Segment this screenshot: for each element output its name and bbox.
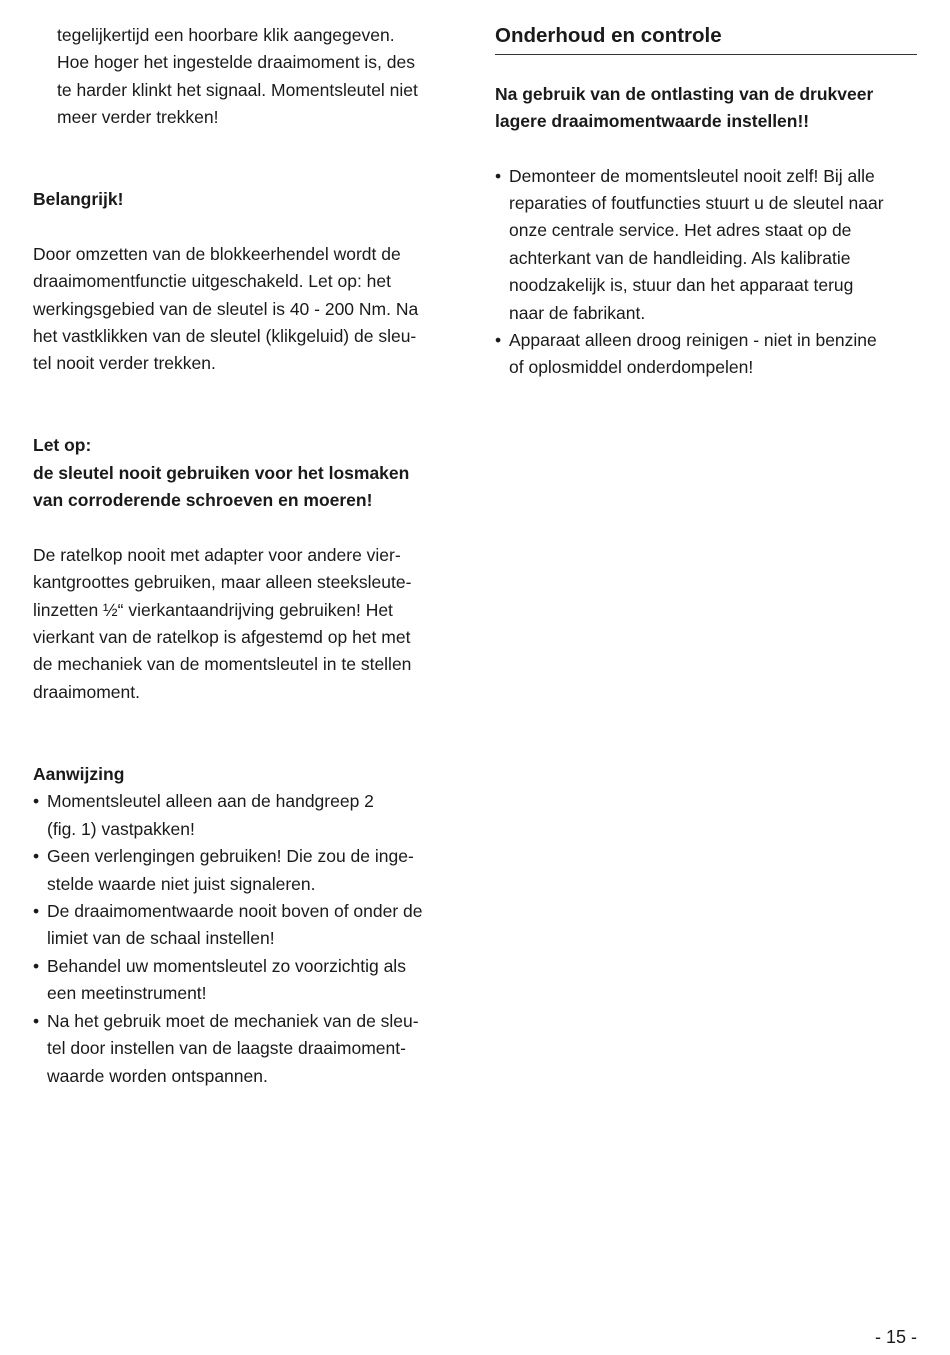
intro-line: Hoe hoger het ingestelde draaimoment is, des bbox=[57, 52, 415, 72]
bullet-icon: • bbox=[33, 901, 40, 921]
aanwijzing-item-line: tel door instellen van de laagste draaimoment- bbox=[47, 1038, 406, 1058]
letop-line: De ratelkop nooit met adapter voor andere vier- bbox=[33, 545, 401, 565]
heading-divider bbox=[495, 54, 917, 55]
aanwijzing-item-line: Geen verlengingen gebruiken! Die zou de inge- bbox=[47, 846, 414, 866]
onderhoud-item-line: achterkant van de handleiding. Als kalibratie bbox=[509, 248, 851, 268]
intro-line: tegelijkertijd een hoorbare klik aangegeven. bbox=[57, 25, 395, 45]
bullet-icon: • bbox=[33, 1011, 40, 1031]
onderhoud-item-line: naar de fabrikant. bbox=[509, 303, 646, 323]
aanwijzing-item-line: (fig. 1) vastpakken! bbox=[47, 819, 195, 839]
letop-heading: Let op: bbox=[33, 435, 92, 455]
aanwijzing-item-line: stelde waarde niet juist signaleren. bbox=[47, 874, 316, 894]
onderhoud-item-line: Demonteer de momentsleutel nooit zelf! Bij alle bbox=[509, 166, 875, 186]
aanwijzing-item-line: limiet van de schaal instellen! bbox=[47, 928, 275, 948]
page-number: - 15 - bbox=[874, 1327, 917, 1347]
belangrijk-line: het vastklikken van de sleutel (klikgeluid) de sleu- bbox=[33, 326, 417, 346]
aanwijzing-item-line: Behandel uw momentsleutel zo voorzichtig als bbox=[47, 956, 406, 976]
belangrijk-line: tel nooit verder trekken. bbox=[33, 353, 216, 373]
letop-line: de mechaniek van de momentsleutel in te stellen bbox=[33, 654, 412, 674]
section-heading: Onderhoud en controle bbox=[495, 24, 722, 47]
letop-line: vierkant van de ratelkop is afgestemd op het met bbox=[33, 627, 411, 647]
belangrijk-heading: Belangrijk! bbox=[33, 189, 124, 209]
belangrijk-line: Door omzetten van de blokkeerhendel wordt de bbox=[33, 244, 401, 264]
aanwijzing-item-line: een meetinstrument! bbox=[47, 983, 207, 1003]
letop-warning: van corroderende schroeven en moeren! bbox=[33, 490, 373, 510]
bullet-icon: • bbox=[33, 956, 40, 976]
onderhoud-item-line: reparaties of foutfuncties stuurt u de sleutel naar bbox=[509, 193, 884, 213]
letop-line: draaimoment. bbox=[33, 682, 140, 702]
notice-line: lagere draaimomentwaarde instellen!! bbox=[495, 111, 810, 131]
letop-line: kantgroottes gebruiken, maar alleen steeksleute- bbox=[33, 572, 412, 592]
aanwijzing-heading: Aanwijzing bbox=[33, 764, 125, 784]
belangrijk-line: draaimomentfunctie uitgeschakeld. Let op: het bbox=[33, 271, 391, 291]
onderhoud-item-line: of oplosmiddel onderdompelen! bbox=[509, 357, 754, 377]
belangrijk-line: werkingsgebied van de sleutel is 40 - 200 Nm. Na bbox=[33, 299, 419, 319]
onderhoud-item-line: Apparaat alleen droog reinigen - niet in benzine bbox=[509, 330, 877, 350]
onderhoud-item-line: onze centrale service. Het adres staat op de bbox=[509, 220, 852, 240]
letop-line: linzetten ½“ vierkantaandrijving gebruiken! Het bbox=[33, 600, 393, 620]
letop-warning: de sleutel nooit gebruiken voor het losmaken bbox=[33, 463, 410, 483]
aanwijzing-item-line: waarde worden ontspannen. bbox=[47, 1066, 268, 1086]
onderhoud-item-line: noodzakelijk is, stuur dan het apparaat terug bbox=[509, 275, 854, 295]
intro-line: meer verder trekken! bbox=[57, 107, 219, 127]
bullet-icon: • bbox=[495, 330, 502, 350]
intro-line: te harder klinkt het signaal. Momentsleutel niet bbox=[57, 80, 418, 100]
aanwijzing-item-line: Na het gebruik moet de mechaniek van de sleu- bbox=[47, 1011, 419, 1031]
bullet-icon: • bbox=[33, 846, 40, 866]
bullet-icon: • bbox=[33, 791, 40, 811]
bullet-icon: • bbox=[495, 166, 502, 186]
aanwijzing-item-line: Momentsleutel alleen aan de handgreep 2 bbox=[47, 791, 374, 811]
aanwijzing-item-line: De draaimomentwaarde nooit boven of onder de bbox=[47, 901, 423, 921]
notice-line: Na gebruik van de ontlasting van de drukveer bbox=[495, 84, 874, 104]
